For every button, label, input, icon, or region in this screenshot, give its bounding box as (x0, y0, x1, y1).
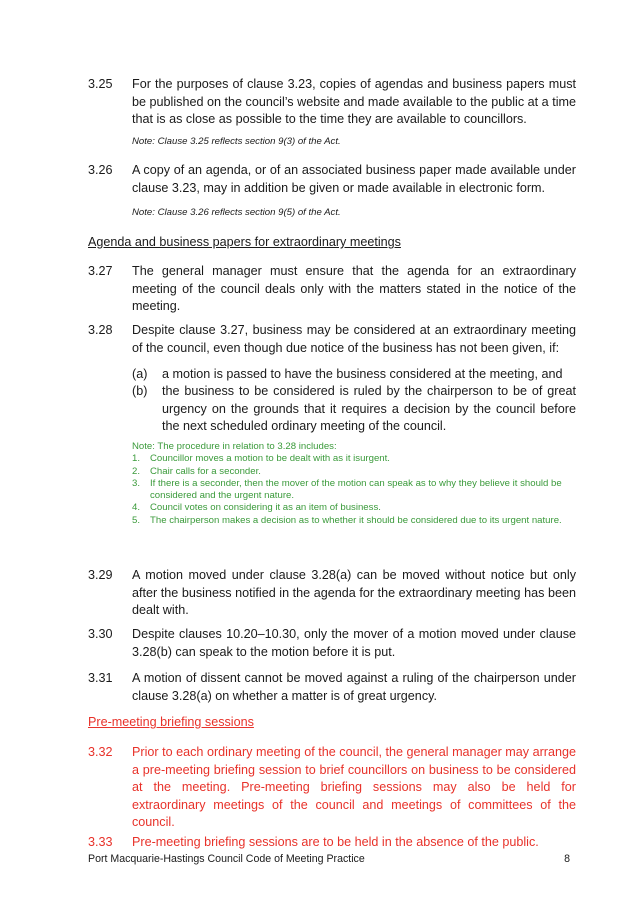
sub-clause-label: (a) (132, 367, 148, 381)
clause-3-30 (88, 626, 576, 661)
clause-3-25 (88, 76, 576, 129)
procedure-step: 2. Chair calls for a seconder. (132, 465, 261, 477)
clause-3-27 (88, 263, 576, 316)
procedure-step: 3. If there is a seconder, then the mover of the motion can speak as to why they believe it should be considered and the urgent nature. (132, 477, 562, 502)
sub-clause-b (132, 383, 576, 436)
clause-text: For the purposes of clause 3.23, copies of agendas and business papers must be published on the council’s website and made available to the public at a time that is as close as possible to the time they are available to councillors. (132, 77, 576, 126)
clause-note: Note: Clause 3.26 reflects section 9(5) of the Act. (132, 207, 341, 218)
sub-clause-a (132, 366, 576, 384)
page-number: 8 (564, 853, 570, 865)
clause-3-26 (88, 162, 576, 197)
clause-3-32 (88, 744, 576, 832)
sub-clause-label: (b) (132, 384, 148, 398)
clause-text: A motion moved under clause 3.28(a) can be moved without notice but only after the business notified in the agenda for the extraordinary meeting has been dealt with. (132, 568, 576, 617)
clause-text: Despite clauses 10.20–10.30, only the mover of a motion moved under clause 3.28(b) can speak to the motion before it is put. (132, 627, 576, 659)
clause-text: A motion of dissent cannot be moved against a ruling of the chairperson under clause 3.28(a) on whether a matter is of great urgency. (132, 671, 576, 703)
procedure-step: 5. The chairperson makes a decision as to whether it should be considered due to its urgent nature. (132, 514, 562, 526)
procedure-note-title: Note: The procedure in relation to 3.28 includes: (132, 441, 337, 452)
clause-text: A copy of an agenda, or of an associated business paper made available under clause 3.23, may in addition be given or made available in electronic form. (132, 163, 576, 195)
clause-3-33 (88, 834, 576, 852)
clause-text: Despite clause 3.27, business may be considered at an extraordinary meeting of the council, even though due notice of the business has not been given, if: (132, 323, 576, 355)
clause-number: 3.29 (88, 568, 113, 582)
clause-number: 3.25 (88, 77, 113, 91)
clause-number: 3.33 (88, 835, 113, 849)
section-heading-briefing: Pre-meeting briefing sessions (88, 715, 254, 729)
clause-note: Note: Clause 3.25 reflects section 9(3) of the Act. (132, 136, 341, 147)
clause-number: 3.28 (88, 323, 113, 337)
clause-number: 3.30 (88, 627, 113, 641)
clause-3-31 (88, 670, 576, 705)
clause-3-28 (88, 322, 576, 357)
page-footer (88, 853, 570, 865)
section-heading-extraordinary: Agenda and business papers for extraordinary meetings (88, 235, 401, 249)
procedure-step: 4. Council votes on considering it as an item of business. (132, 502, 381, 514)
footer-title: Port Macquarie-Hastings Council Code of Meeting Practice (88, 853, 365, 865)
sub-clause-text: the business to be considered is ruled by the chairperson to be of great urgency on the grounds that it requires a decision by the council before the next scheduled ordinary meeting of the council. (162, 384, 576, 433)
clause-number: 3.27 (88, 264, 113, 278)
clause-number: 3.31 (88, 671, 113, 685)
clause-text: Prior to each ordinary meeting of the council, the general manager may arrange a pre-meeting briefing session to brief councillors on business to be considered at the meeting. Pre-meeting briefing sessions may also be held for extraordinary meetings of the council and meetings of committees of the council. (132, 745, 576, 829)
clause-text: The general manager must ensure that the agenda for an extraordinary meeting of the council deals only with the matters stated in the notice of the meeting. (132, 264, 576, 313)
clause-number: 3.32 (88, 745, 113, 759)
clause-number: 3.26 (88, 163, 113, 177)
procedure-step: 1. Councillor moves a motion to be dealt with as it isurgent. (132, 453, 390, 465)
sub-clause-text: a motion is passed to have the business considered at the meeting, and (162, 367, 563, 381)
clause-3-29 (88, 567, 576, 620)
procedure-note (132, 441, 576, 527)
clause-text: Pre-meeting briefing sessions are to be held in the absence of the public. (132, 835, 539, 849)
